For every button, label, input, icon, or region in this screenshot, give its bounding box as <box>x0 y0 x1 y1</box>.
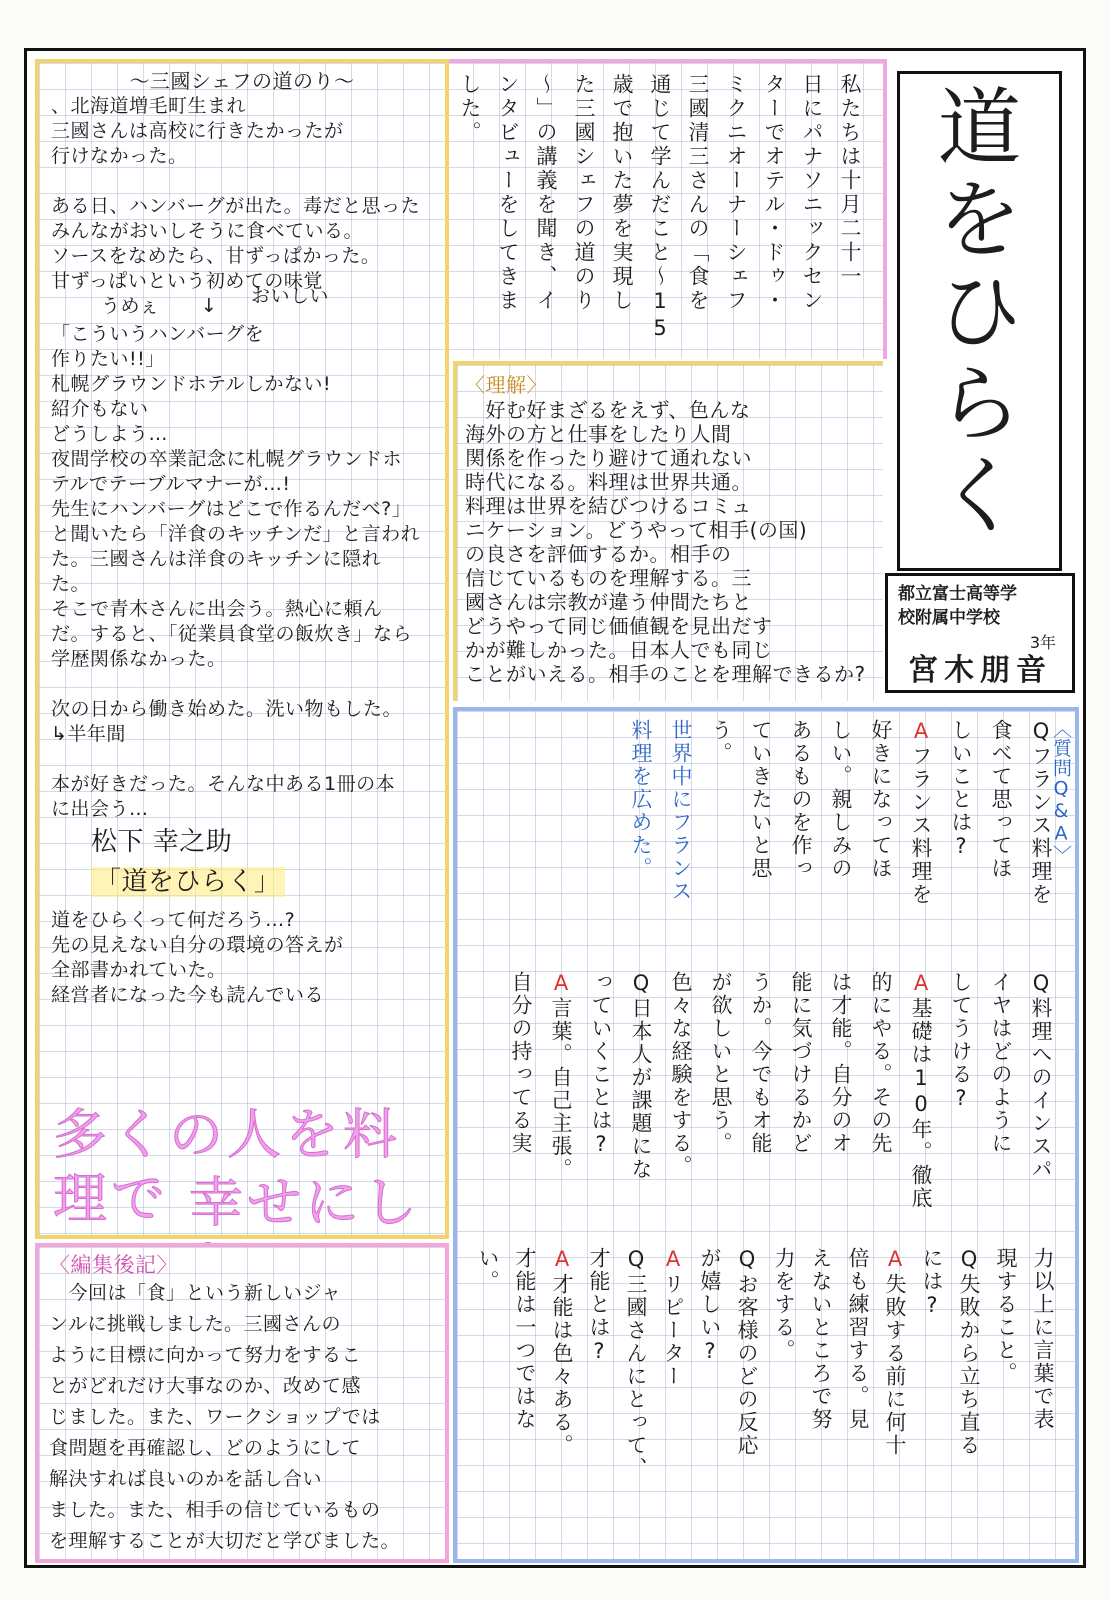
title-char: ら <box>937 355 1022 453</box>
journey-line: だ。すると、「従業員食堂の飯炊き」なら <box>51 623 413 645</box>
title-char: く <box>937 447 1022 545</box>
journey-line: どうしよう… <box>51 423 169 445</box>
understanding-line: 信じているものを理解する。三 <box>465 566 752 590</box>
intro-column: ターでオテル・ドゥ・ <box>762 73 786 313</box>
journey-line: 先の見えない自分の環境の答えが <box>51 934 344 956</box>
qa-column: 現すること。 <box>994 1247 1018 1385</box>
intro-column: ～」の講義を聞き、イ <box>534 73 558 313</box>
qa-column: っていくことは? <box>589 971 613 1158</box>
qa-column: 力以上に言葉で表 <box>1031 1247 1055 1431</box>
author-name: 宮木朋音 <box>908 653 1052 688</box>
qa-column: Q失敗から立ち直る <box>957 1247 981 1457</box>
message-line-1: 多くの人を料理で <box>53 1103 401 1230</box>
understanding-line: 時代になる。料理は世界共通。 <box>465 470 752 494</box>
qa-column: Aリピーター <box>661 1247 685 1388</box>
qa-column: イヤはどのように <box>989 971 1013 1155</box>
journey-text-bottom <box>51 908 433 1008</box>
title-char: 道 <box>937 79 1022 177</box>
answer-marker: A <box>549 971 573 997</box>
postscript-line: ました。また、相手の信じているもの <box>49 1499 381 1521</box>
understanding-line: ことがいえる。相手のことを理解できるか? <box>465 662 866 686</box>
page-title <box>900 79 1059 545</box>
book-author: 松下 幸之助 <box>91 827 233 857</box>
intro-column: た三國シェフの道のり <box>572 73 596 313</box>
qa-column: A言葉。自己主張。 <box>549 971 573 1181</box>
postscript-line: じました。また、ワークショップでは <box>49 1406 381 1428</box>
qa-column: してうける? <box>949 971 973 1112</box>
postscript-line: ように目標に向かって努力をするこ <box>49 1344 362 1366</box>
answer-marker: A <box>883 1247 907 1273</box>
qa-column: 的にやる。その先 <box>869 971 893 1155</box>
journey-line: 先生にハンバーグはどこで作るんだべ?」 <box>51 498 412 520</box>
journey-line <box>51 747 433 772</box>
qa-column: Qフランス料理を <box>1029 719 1053 906</box>
book-reference <box>91 822 433 902</box>
intro-column: ミクニオーナーシェフ <box>724 73 748 313</box>
book-title: 「道をひらく」 <box>91 867 285 897</box>
journey-line: に出会う… <box>51 798 149 820</box>
qa-column: い。 <box>476 1247 500 1293</box>
postscript-line: 今回は「食」という新しいジャ <box>49 1282 342 1304</box>
postscript-line: 食問題を再確認し、どのようにして <box>49 1437 362 1459</box>
title-char: を <box>937 171 1022 269</box>
qa-column: 才能は一つではな <box>513 1247 537 1431</box>
postscript-line: 解決すれば良いのかを話し合い <box>49 1468 323 1490</box>
journey-line: ソースをなめたら、甘ずっぱかった。 <box>51 245 381 267</box>
arrow-down-icon: ↓ <box>201 295 218 317</box>
answer-marker: A <box>661 1247 685 1273</box>
qa-column: Q料理へのインスパ <box>1029 971 1053 1181</box>
journey-line: 夜間学校の卒業記念に札幌グラウンドホ <box>51 448 403 470</box>
journey-line: た。三國さんは洋食のキッチンに隠れ <box>51 548 382 570</box>
note-umee: うめぇ <box>101 295 160 317</box>
qa-column: しいことは? <box>949 719 973 860</box>
qa-column: A基礎は10年。徹底 <box>909 971 933 1210</box>
postscript-line: を理解することが大切だと学びました。 <box>49 1530 401 1552</box>
school-name-line-1: 都立富士高等学 <box>898 584 1017 604</box>
qa-column: 世界中にフランス <box>669 719 693 903</box>
qa-column: Qお客様のどの反応 <box>735 1247 759 1457</box>
qa-column: Q日本人が課題にな <box>629 971 653 1181</box>
newspaper-sheet <box>24 48 1086 1568</box>
journey-line <box>51 169 433 194</box>
postscript-line: ンルに挑戦しました。三國さんの <box>49 1313 342 1335</box>
qa-column: には? <box>920 1247 944 1319</box>
title-block <box>897 71 1062 571</box>
qa-column: ていきたいと思 <box>749 719 773 880</box>
intro-column: した。 <box>458 73 482 145</box>
title-char: ひ <box>937 263 1022 361</box>
qa-column: う。 <box>709 719 733 765</box>
postscript-heading: 〈編集後記〉 <box>49 1253 178 1277</box>
qa-column: Aフランス料理を <box>909 719 933 906</box>
understanding-line: の良さを評価するか。相手の <box>465 542 732 566</box>
understanding-line: 好む好まざるをえず、色んな <box>465 398 751 422</box>
journey-line: 、北海道増毛町生まれ <box>51 95 247 117</box>
note-oishii: おいしい <box>251 285 330 307</box>
qa-column: 才能とは? <box>587 1247 611 1365</box>
qa-column: が欲しいと思う。 <box>709 971 733 1155</box>
understanding-line: 國さんは宗教が違う仲間たちと <box>465 590 752 614</box>
postscript-section <box>35 1243 449 1563</box>
qa-column: しい。親しみの <box>829 719 853 880</box>
understanding-line: かが難しかった。日本人でも同じ <box>465 638 773 662</box>
journey-line: 本が好きだった。そんな中ある1冊の本 <box>51 773 396 795</box>
qa-column: 色々な経験をする。 <box>669 971 693 1178</box>
qa-upper-columns <box>621 719 1061 959</box>
qa-lower-columns <box>469 1247 1061 1547</box>
postscript-text <box>49 1278 435 1557</box>
journey-line: そこで青木さんに出会う。熱心に頼ん <box>51 598 383 620</box>
qa-column: 料理を広めた。 <box>629 719 653 880</box>
journey-text-top <box>51 94 433 294</box>
journey-line: 全部書かれていた。 <box>51 959 227 981</box>
answer-marker: A <box>909 719 933 745</box>
journey-line: 紹介もない <box>51 398 149 420</box>
journey-line: 作りたい!!」 <box>51 348 165 370</box>
journey-line: 次の日から働き始めた。洗い物もした。 <box>51 698 403 720</box>
journey-line: みんながおいしそうに食べている。 <box>51 220 364 242</box>
journey-line: 学歴関係なかった。 <box>51 648 227 670</box>
qa-column: は才能。自分のオ <box>829 971 853 1155</box>
intro-column: 通じて学んだこと～15 <box>648 73 672 343</box>
understanding-line: 関係を作ったり避けて通れない <box>465 446 752 470</box>
journey-line: 経営者になった今も読んでいる <box>51 984 325 1006</box>
journey-heading: ～三國シェフの道のり～ <box>129 69 355 93</box>
qa-column: うか。今でもオ能 <box>749 971 773 1155</box>
qa-middle-columns <box>501 971 1061 1231</box>
journey-line: 三國さんは高校に行きたかったが <box>51 120 344 142</box>
qa-column: A才能は色々ある。 <box>550 1247 574 1457</box>
qa-column: 食べて思ってほ <box>989 719 1013 880</box>
qa-column: 好きになってほ <box>869 719 893 880</box>
byline-block <box>885 573 1075 693</box>
understanding-line: 海外の方と仕事をしたり人間 <box>465 422 732 446</box>
qa-column: 能に気づけるかど <box>789 971 813 1155</box>
intro-text <box>451 73 869 353</box>
understanding-line: 料理は世界を結びつけるコミュ <box>465 494 752 518</box>
intro-column: ンタビューをしてきま <box>496 73 520 313</box>
intro-column: 日にパナソニックセン <box>800 73 824 313</box>
journey-line: た。 <box>51 573 91 595</box>
journey-line: 「こういうハンバーグを <box>51 323 265 345</box>
qa-column: あるものを作っ <box>789 719 813 880</box>
understanding-text <box>465 398 875 686</box>
qa-column: が嬉しい? <box>698 1247 722 1365</box>
qa-column: 自分の持ってる実 <box>509 971 533 1155</box>
journey-line: 札幌グラウンドホテルしかない! <box>51 373 332 395</box>
journey-text-mid <box>51 322 433 822</box>
intro-column: 歳で抱いた夢を実現し <box>610 73 634 313</box>
journey-line: 行けなかった。 <box>51 145 188 167</box>
journey-line <box>51 672 433 697</box>
qa-column: A失敗する前に何十 <box>883 1247 907 1457</box>
intro-column: 三國清三さんの「食を <box>686 73 710 313</box>
journey-line: ある日、ハンバーグが出た。毒だと思った <box>51 195 421 217</box>
journey-section <box>35 59 449 1239</box>
qa-column: えないところで努 <box>809 1247 833 1431</box>
intro-section <box>447 59 887 359</box>
intro-column: 私たちは十月二十一 <box>838 73 862 289</box>
journey-line: テルでテーブルマナーが…! <box>51 473 291 495</box>
understanding-heading: 〈理解〉 <box>465 373 547 397</box>
understanding-line: どうやって同じ価値観を見出だす <box>465 614 773 638</box>
postscript-line: とがどれだけ大事なのか、改めて感 <box>49 1375 362 1397</box>
school-name-line-2: 校附属中学校 <box>898 608 1000 628</box>
journey-line: と聞いたら「洋食のキッチンだ」と言われ <box>51 523 421 545</box>
message-line-2: 幸せにし <box>189 1171 421 1234</box>
qa-section: Qフランス料理を 食べて思ってほ しいことは? Aフランス料理を 好きになってほ しい。親しみの あるものを作っ ていきたいと思 う。 世界中にフランス 料理を広めた。 〈質問Q&A〉 Q料理へのインスパ イヤはどのように してうける? A基礎は10年。徹底 的にやる。その先 は才能。自分のオ 能に気づけるかど うか。今でもオ能 が欲しいと思う。 色々な経験をする。 Q日本人が課題にな っていくことは? A言葉。自己主張。 自分の持ってる実 力以上に言葉で表 現すること。 Q失敗から立ち直る には? A失敗する前に何十 倍も練習する。見 えないところで努 力をする。 Qお客様のどの反応 が嬉しい? Aリピーター Q三國さんにとって、 才能とは? A才能は色々ある。 才能は一つではな い。 <box>453 707 1079 1563</box>
journey-line: ↳半年間 <box>51 723 126 745</box>
answer-marker: A <box>550 1247 574 1273</box>
understanding-section <box>453 361 883 701</box>
answer-marker: A <box>909 971 933 997</box>
journey-line: 道をひらくって何だろう…? <box>51 909 296 931</box>
qa-column: 倍も練習する。見 <box>846 1247 870 1431</box>
journey-line: 甘ずっぱいという初めての味覚 <box>51 270 323 292</box>
qa-column: 力をする。 <box>772 1247 796 1362</box>
grade: 3年 <box>1029 633 1056 652</box>
qa-column: Q三國さんにとって、 <box>624 1247 648 1480</box>
understanding-line: ニケーション。どうやって相手(の国) <box>465 518 808 542</box>
